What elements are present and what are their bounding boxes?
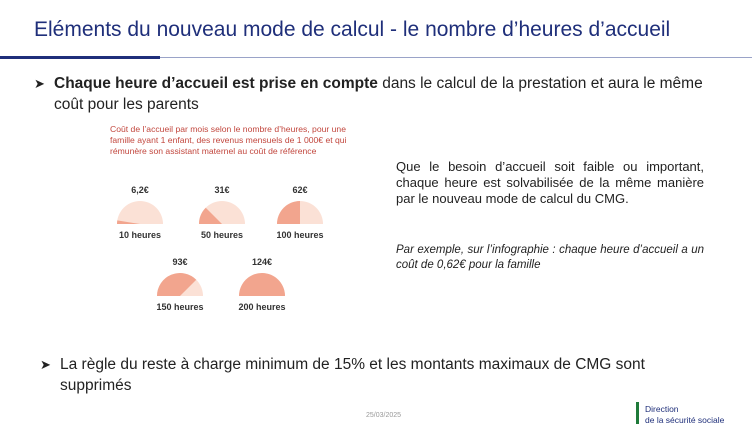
dial-price: 93€ bbox=[172, 257, 188, 267]
slide-title: Eléments du nouveau mode de calcul - le nombre d’heures d’accueil bbox=[34, 18, 671, 41]
dial-hours: 200 heures bbox=[238, 302, 286, 312]
explanation-text: Que le besoin d’accueil soit faible ou important, chaque heure est solvabilisée de la même manière par le nouveau mode de calcul du CMG. bbox=[396, 159, 704, 206]
gauge-icon bbox=[155, 270, 205, 298]
dial-price: 31€ bbox=[214, 185, 230, 195]
brand-line-1: Direction bbox=[645, 404, 679, 414]
infographic-title: Coût de l’accueil par mois selon le nombre d’heures, pour une famille ayant 1 enfant, des revenus mensuels de 1 000€ et qui rémunère son assistant maternel au coût de référence bbox=[110, 124, 347, 156]
bullet-text: La règle du reste à charge minimum de 15% et les montants maximaux de CMG sont supprimés bbox=[60, 356, 645, 394]
bullet-text bbox=[54, 73, 724, 115]
brand-line-2: de la sécurité sociale bbox=[645, 415, 725, 425]
title-underline-accent bbox=[0, 56, 160, 59]
dial-price: 6,2€ bbox=[131, 185, 149, 195]
gauge-fill bbox=[239, 273, 285, 296]
arrow-bullet-icon: ➤ bbox=[34, 76, 45, 91]
dial-hours: 10 heures bbox=[118, 230, 162, 240]
arrow-bullet-icon: ➤ bbox=[40, 357, 51, 372]
bullet-item-rule bbox=[40, 354, 730, 398]
brand-mark bbox=[636, 402, 639, 424]
gauge-icon bbox=[115, 198, 165, 226]
dial-hours: 50 heures bbox=[200, 230, 244, 240]
footer-date: 25/03/2025 bbox=[366, 412, 402, 419]
bullet-item-hours bbox=[34, 73, 724, 117]
gauge-fill bbox=[277, 201, 300, 224]
dial-hours: 100 heures bbox=[276, 230, 324, 240]
gauge-icon bbox=[237, 270, 287, 298]
bullet-rest: dans le calcul de la prestation et aura le même coût pour les parents bbox=[54, 75, 703, 113]
example-text: Par exemple, sur l’infographie : chaque heure d’accueil a un coût de 0,62€ pour la famille bbox=[396, 244, 704, 271]
bullet-emphasis: Chaque heure d’accueil est prise en compte bbox=[54, 75, 378, 92]
dial-hours: 150 heures bbox=[156, 302, 204, 312]
dial-price: 124€ bbox=[251, 257, 273, 267]
gauge-track bbox=[117, 201, 163, 224]
dial-price: 62€ bbox=[292, 185, 308, 195]
title-underline bbox=[160, 57, 752, 58]
brand-name bbox=[645, 404, 724, 426]
gauge-icon bbox=[197, 198, 247, 226]
gauge-icon bbox=[275, 198, 325, 226]
